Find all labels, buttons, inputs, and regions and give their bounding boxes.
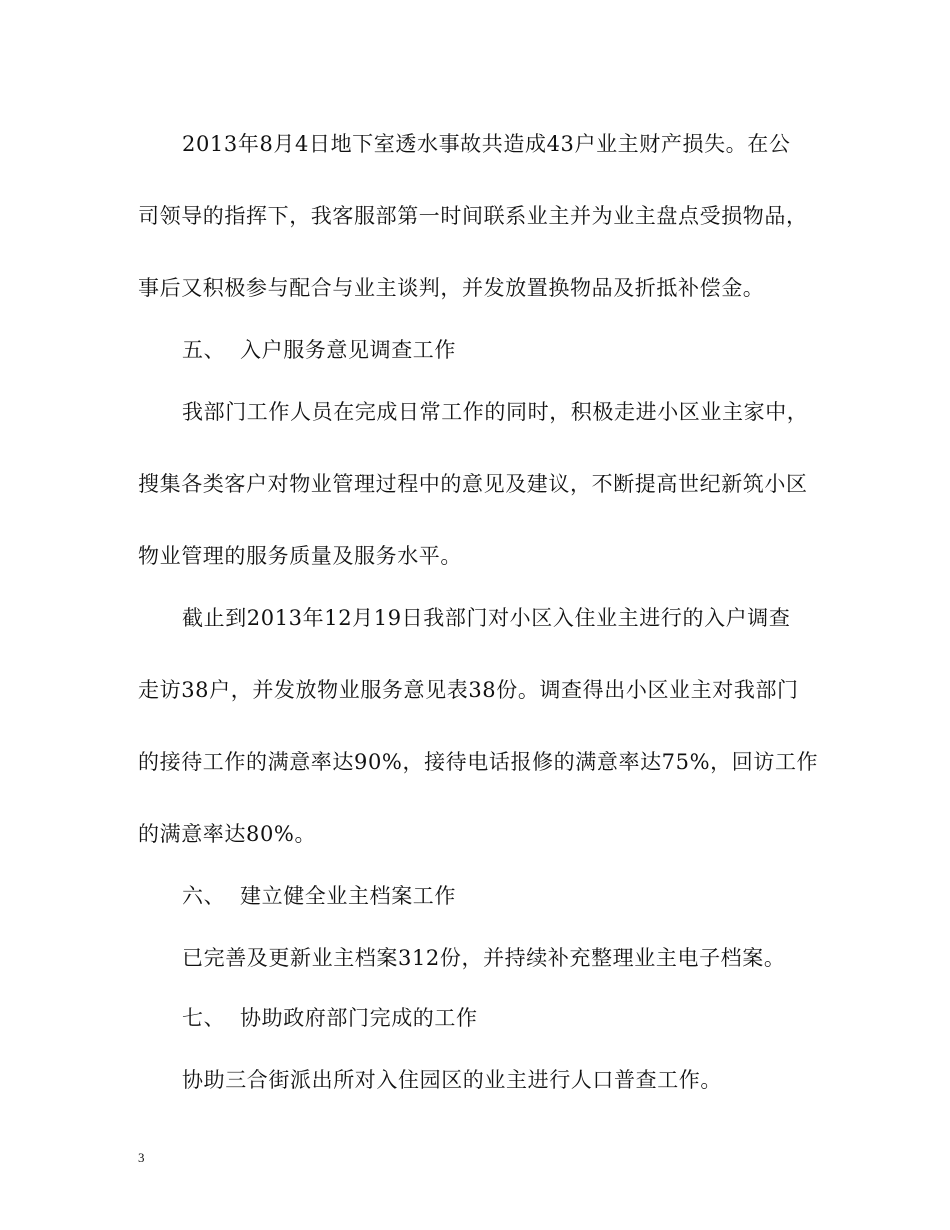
heading-number: 五、 xyxy=(182,338,226,362)
paragraph-line: 的接待工作的满意率达90%，接待电话报修的满意率达75%，回访工作 xyxy=(138,750,819,774)
page-number: 3 xyxy=(138,1150,145,1165)
section-heading-5 xyxy=(182,336,456,364)
heading-title: 入户服务意见调查工作 xyxy=(240,338,456,362)
paragraph-line: 截止到2013年12月19日我部门对小区入住业主进行的入户调查 xyxy=(182,606,791,630)
heading-number: 六、 xyxy=(182,884,226,908)
paragraph-line: 2013年8月4日地下室透水事故共造成43户业主财产损失。在公 xyxy=(182,132,791,156)
paragraph-line: 协助三合街派出所对入住园区的业主进行人口普查工作。 xyxy=(182,1068,722,1092)
paragraph-line: 事后又积极参与配合与业主谈判，并发放置换物品及折抵补偿金。 xyxy=(138,276,765,300)
paragraph-line: 走访38户，并发放物业服务意见表38份。调查得出小区业主对我部门 xyxy=(138,678,799,702)
section-heading-7 xyxy=(182,1004,478,1032)
paragraph-line: 已完善及更新业主档案312份，并持续补充整理业主电子档案。 xyxy=(182,946,786,970)
paragraph-line: 搜集各类客户对物业管理过程中的意见及建议，不断提高世纪新筑小区 xyxy=(138,472,808,496)
heading-title: 协助政府部门完成的工作 xyxy=(240,1006,478,1030)
paragraph-line: 司领导的指挥下，我客服部第一时间联系业主并为业主盘点受损物品， xyxy=(138,204,808,228)
section-heading-6 xyxy=(182,882,456,910)
heading-number: 七、 xyxy=(182,1006,226,1030)
heading-title: 建立健全业主档案工作 xyxy=(240,884,456,908)
paragraph-line: 物业管理的服务质量及服务水平。 xyxy=(138,544,462,568)
paragraph-line: 我部门工作人员在完成日常工作的同时，积极走进小区业主家中， xyxy=(182,400,809,424)
paragraph-line: 的满意率达80%。 xyxy=(138,822,317,846)
